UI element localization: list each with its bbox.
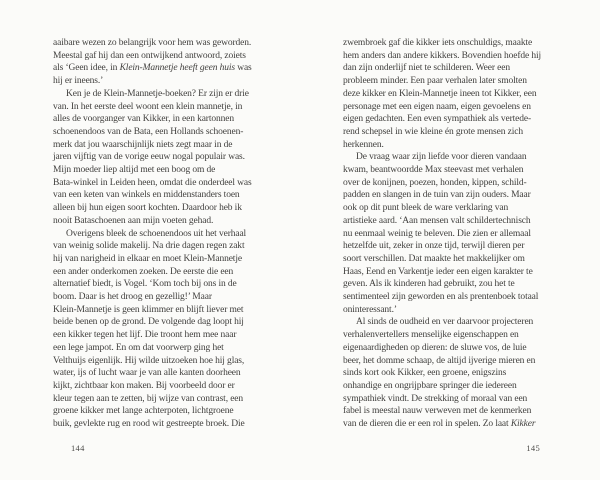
page-number-left: 144: [71, 443, 85, 453]
text-line: schoenendoos van de Bata, een Hollands schoenen-: [53, 126, 244, 137]
text-line: alternatief biedt, is Vogel. ‘Kom toch bij ons in de: [53, 279, 237, 290]
text-line: artistieke aard. ‘Aan mensen valt schildertechnisch: [343, 215, 531, 226]
text-line: sinds kort ook Kikker, een groene, enigszins: [343, 368, 507, 379]
text-line: oninteressant.’: [343, 304, 397, 315]
text-line: De vraag waar zijn liefde voor dieren vandaan: [356, 152, 527, 163]
text-line: hetzelfde uit, zeker in onze tijd, terwijl dieren per: [343, 241, 525, 252]
text-line: een ander onderkomen zoeken. De eerste die een: [53, 266, 234, 277]
text-line: padden en slangen in de tuin van zijn ouders. Maar: [343, 190, 531, 201]
text-line: een lege jampot. En om dat voorwerp ging het: [53, 342, 224, 353]
text-line: Al sinds de oudheid en ver daarvoor projecteren: [356, 317, 534, 328]
text-line: aaibare wezen zo belangrijk voor hem was geworden.: [53, 38, 252, 48]
text-line: een kikker tegen het lijf. Die troont hem mee naar: [53, 330, 237, 341]
text-line: rend schepsel in wie kleine én grote mensen zich: [343, 126, 523, 137]
text-line: probleem minder. Een paar verhalen later smolten: [343, 76, 527, 87]
text-line: over de konijnen, poezen, honden, kippen, schild-: [343, 177, 527, 188]
text-line: van een keten van winkels en middenstanders toen: [53, 190, 240, 201]
text-line: boom. Daar is het droog en gezellig!’ Maar: [53, 292, 212, 303]
text-line: sympathiek vindt. De strekking of moraal van een: [343, 393, 528, 404]
text-line: alleen bij hun eigen soort kochten. Daardoor heb ik: [53, 203, 242, 214]
text-line: verhalenvertellers menselijke eigenschappen en: [343, 330, 519, 341]
text-line: deze kikker en Klein-Mannetje ineen tot Kikker, een: [343, 88, 537, 99]
text-line: geven. Als ik kinderen had gebruikt, zou het te: [343, 279, 515, 290]
page-left-text: [53, 37, 271, 431]
text-line: alles de voorganger van Kikker, in een kartonnen: [53, 114, 234, 125]
text-line: beide benen op de grond. De volgende dag loopt hij: [53, 317, 244, 328]
text-line: Klein-Mannetje is geen klimmer en blijft liever met: [53, 304, 244, 315]
text-line: hij er ineens.’: [53, 76, 104, 87]
text-line: hem anders dan andere kikkers. Bovendien hoefde hij: [343, 50, 542, 61]
text-line: kleur tegen aan te zetten, bij wijze van contrast, een: [53, 393, 244, 404]
text-line: groene kikker met lange achterpoten, lichtgroene: [53, 406, 234, 417]
text-line: Mijn moeder liep altijd met een boog om de: [53, 165, 216, 176]
text-line: sentimenteel zijn geworden en als prentenboek totaal: [343, 292, 539, 303]
text-line: fabel is meestal nauw verweven met de kenmerken: [343, 406, 532, 417]
text-line: herkennen.: [343, 139, 384, 150]
text-line: buik, gevlekte rug en rood wit gestreepte broek. Die: [53, 419, 245, 430]
text-line: kwam, beantwoordde Max steevast met verhalen: [343, 165, 524, 176]
text-line: dan zijn onderlijf niet te schilderen. Weer een: [343, 63, 510, 74]
text-line: Bata-winkel in Leiden heen, omdat die onderdeel was: [53, 177, 252, 188]
text-line: van. In het eerste deel woont een klein mannetje, in: [53, 101, 243, 112]
text-line: eigen gedachten. Een even sympathiek als vertede-: [343, 114, 531, 125]
text-line: ook op dit punt bleek de ware verklaring van: [343, 203, 509, 214]
text-line: Velthuijs eigenlijk. Hij wilde uitzoeken hoe hij glas,: [53, 355, 245, 366]
text-line: zwembroek gaf die kikker iets onschuldigs, maakte: [343, 38, 533, 48]
text-line: jaren vijftig van de vorige eeuw nogal populair was.: [53, 152, 245, 163]
text-line: van weinig solide makelij. Na drie dagen regen zakt: [53, 241, 245, 252]
text-line: water, ijs of lucht waar je van alle kanten doorheen: [53, 368, 241, 379]
text-line: als ‘Geen idee, in Klein-Mannetje heeft geen huis was: [53, 63, 252, 74]
page-right-text: [343, 37, 550, 431]
text-line: hij van narigheid in elkaar en moet Klein-Mannetje: [53, 253, 242, 264]
text-line: Meestal gaf hij dan een ontwijkend antwoord, zoiets: [53, 50, 246, 61]
text-line: nu eenmaal weinig te beleven. Die zien er allemaal: [343, 228, 531, 239]
text-line: van de dieren die er een rol in spelen. Zo laat Kikker: [343, 419, 536, 430]
text-line: beer, het domme schaap, de altijd ijverige mieren en: [343, 355, 536, 366]
text-line: nooit Bataschoenen aan mijn voeten gehad.: [53, 215, 214, 226]
text-line: Haas, Eend en Varkentje ieder een eigen karakter te: [343, 266, 533, 277]
text-line: personage met een eigen naam, eigen gevoelens en: [343, 101, 531, 112]
text-line: merk dat jou waarschijnlijk niets zegt maar in de: [53, 139, 233, 150]
text-line: eigenaardigheden op dieren: de sluwe vos, de luie: [343, 342, 527, 353]
text-line: Overigens bleek de schoenendoos uit het verhaal: [66, 228, 247, 239]
text-line: kijkt, zichtbaar kon maken. Bij voorbeeld door er: [53, 380, 235, 391]
page-number-right: 145: [526, 443, 540, 453]
text-line: onhandige en ongrijpbare springer die iedereen: [343, 380, 517, 391]
text-line: soort verschillen. Dat maakte het makkelijker om: [343, 253, 525, 264]
text-line: Ken je de Klein-Mannetje-boeken? Er zijn er drie: [66, 88, 249, 99]
